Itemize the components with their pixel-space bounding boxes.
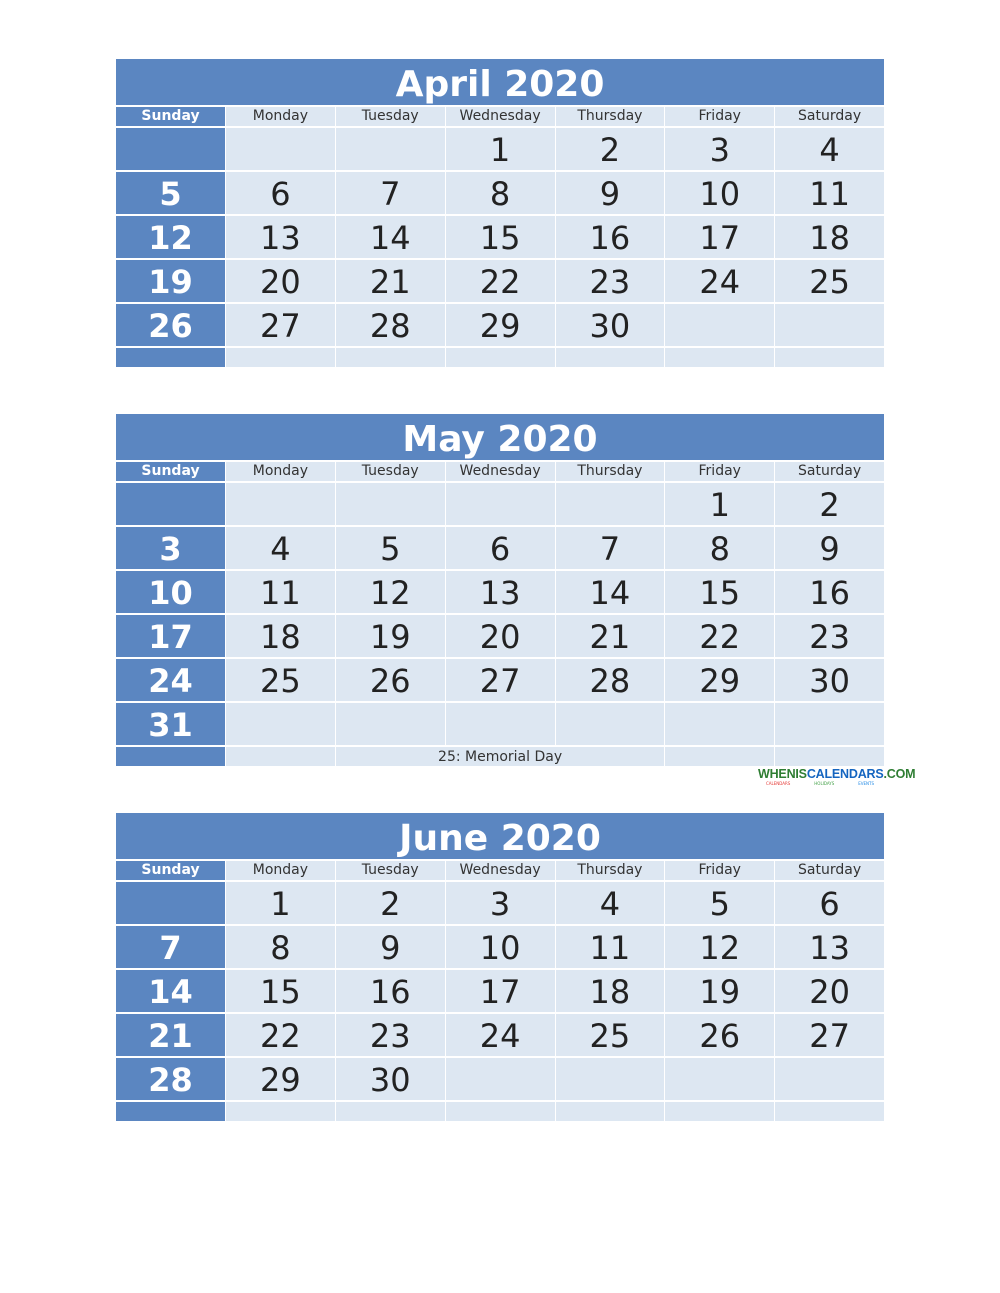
month-title: April 2020 — [116, 59, 884, 107]
weekday-thursday: Thursday — [556, 107, 665, 126]
calendar-may-2020 — [116, 414, 884, 766]
footer-cell — [226, 348, 335, 367]
weekday-monday: Monday — [226, 861, 335, 880]
day-cell: 23 — [336, 1014, 445, 1056]
day-cell: 9 — [336, 926, 445, 968]
empty-day-cell — [226, 483, 335, 525]
day-cell: 13 — [775, 926, 884, 968]
day-cell: 10 — [446, 926, 555, 968]
day-cell: 22 — [226, 1014, 335, 1056]
month-title: May 2020 — [116, 414, 884, 462]
day-cell: 15 — [446, 216, 555, 258]
empty-day-cell — [116, 483, 225, 525]
day-cell: 11 — [226, 571, 335, 613]
footer-cell — [665, 348, 774, 367]
empty-day-cell — [775, 304, 884, 346]
day-cell: 30 — [775, 659, 884, 701]
day-cell: 12 — [116, 216, 225, 258]
footer-cell — [775, 348, 884, 367]
day-cell: 26 — [336, 659, 445, 701]
weekday-monday: Monday — [226, 107, 335, 126]
empty-day-cell — [226, 703, 335, 745]
day-cell: 29 — [446, 304, 555, 346]
day-cell: 30 — [336, 1058, 445, 1100]
day-cell: 21 — [556, 615, 665, 657]
day-cell: 25 — [226, 659, 335, 701]
day-cell: 3 — [446, 882, 555, 924]
day-cell: 17 — [665, 216, 774, 258]
calendar-april-2020 — [116, 59, 884, 367]
weekday-wednesday: Wednesday — [446, 861, 555, 880]
day-cell: 12 — [336, 571, 445, 613]
day-cell: 27 — [446, 659, 555, 701]
empty-day-cell — [665, 1058, 774, 1100]
day-cell: 7 — [336, 172, 445, 214]
day-cell: 13 — [226, 216, 335, 258]
day-cell: 12 — [665, 926, 774, 968]
day-cell: 18 — [556, 970, 665, 1012]
day-cell: 8 — [226, 926, 335, 968]
day-cell: 15 — [665, 571, 774, 613]
calendar-grid — [116, 462, 884, 766]
day-cell: 26 — [116, 304, 225, 346]
day-cell: 27 — [226, 304, 335, 346]
day-cell: 17 — [116, 615, 225, 657]
day-cell: 13 — [446, 571, 555, 613]
day-cell: 14 — [336, 216, 445, 258]
logo-tagline: CALENDARS HOLIDAYS EVENTS — [766, 781, 874, 786]
day-cell: 8 — [446, 172, 555, 214]
day-cell: 18 — [775, 216, 884, 258]
weekday-sunday: Sunday — [116, 462, 225, 481]
footer-cell — [226, 1102, 335, 1121]
day-cell: 31 — [116, 703, 225, 745]
empty-day-cell — [665, 703, 774, 745]
day-cell: 14 — [116, 970, 225, 1012]
day-cell: 23 — [775, 615, 884, 657]
day-cell: 16 — [775, 571, 884, 613]
empty-day-cell — [336, 483, 445, 525]
footer-cell — [336, 348, 445, 367]
day-cell: 20 — [446, 615, 555, 657]
day-cell: 11 — [556, 926, 665, 968]
day-cell: 5 — [665, 882, 774, 924]
empty-day-cell — [665, 304, 774, 346]
day-cell: 30 — [556, 304, 665, 346]
day-cell: 11 — [775, 172, 884, 214]
day-cell: 21 — [336, 260, 445, 302]
weekday-tuesday: Tuesday — [336, 462, 445, 481]
day-cell: 6 — [226, 172, 335, 214]
day-cell: 16 — [336, 970, 445, 1012]
day-cell: 29 — [226, 1058, 335, 1100]
day-cell: 19 — [116, 260, 225, 302]
day-cell: 22 — [665, 615, 774, 657]
footer-cell — [775, 747, 884, 766]
footer-cell — [226, 747, 335, 766]
empty-day-cell — [775, 703, 884, 745]
footer-cell — [665, 1102, 774, 1121]
empty-day-cell — [446, 483, 555, 525]
day-cell: 28 — [336, 304, 445, 346]
day-cell: 14 — [556, 571, 665, 613]
day-cell: 20 — [226, 260, 335, 302]
day-cell: 10 — [116, 571, 225, 613]
empty-day-cell — [226, 128, 335, 170]
footer-cell — [775, 1102, 884, 1121]
day-cell: 2 — [775, 483, 884, 525]
empty-day-cell — [116, 882, 225, 924]
day-cell: 24 — [116, 659, 225, 701]
day-cell: 19 — [665, 970, 774, 1012]
footer-cell — [116, 747, 225, 766]
empty-day-cell — [556, 483, 665, 525]
calendar-grid — [116, 107, 884, 367]
day-cell: 4 — [556, 882, 665, 924]
footer-cell — [556, 348, 665, 367]
weekday-tuesday: Tuesday — [336, 861, 445, 880]
day-cell: 3 — [665, 128, 774, 170]
footer-cell — [556, 1102, 665, 1121]
day-cell: 8 — [665, 527, 774, 569]
day-cell: 6 — [446, 527, 555, 569]
weekday-saturday: Saturday — [775, 107, 884, 126]
day-cell: 9 — [775, 527, 884, 569]
month-title: June 2020 — [116, 813, 884, 861]
day-cell: 1 — [665, 483, 774, 525]
day-cell: 7 — [556, 527, 665, 569]
weekday-wednesday: Wednesday — [446, 107, 555, 126]
weekday-monday: Monday — [226, 462, 335, 481]
day-cell: 16 — [556, 216, 665, 258]
footer-cell — [665, 747, 774, 766]
calendar-june-2020 — [116, 813, 884, 1121]
footer-cell — [336, 1102, 445, 1121]
day-cell: 4 — [226, 527, 335, 569]
day-cell: 1 — [446, 128, 555, 170]
day-cell: 20 — [775, 970, 884, 1012]
weekday-thursday: Thursday — [556, 462, 665, 481]
day-cell: 17 — [446, 970, 555, 1012]
day-cell: 1 — [226, 882, 335, 924]
day-cell: 5 — [116, 172, 225, 214]
weekday-friday: Friday — [665, 861, 774, 880]
weekday-sunday: Sunday — [116, 107, 225, 126]
day-cell: 7 — [116, 926, 225, 968]
calendar-grid — [116, 861, 884, 1121]
day-cell: 23 — [556, 260, 665, 302]
day-cell: 21 — [116, 1014, 225, 1056]
day-cell: 15 — [226, 970, 335, 1012]
day-cell: 29 — [665, 659, 774, 701]
empty-day-cell — [556, 1058, 665, 1100]
footer-cell — [116, 1102, 225, 1121]
weekday-friday: Friday — [665, 107, 774, 126]
day-cell: 2 — [336, 882, 445, 924]
day-cell: 6 — [775, 882, 884, 924]
day-cell: 22 — [446, 260, 555, 302]
empty-day-cell — [336, 128, 445, 170]
weekday-saturday: Saturday — [775, 861, 884, 880]
day-cell: 19 — [336, 615, 445, 657]
day-cell: 24 — [665, 260, 774, 302]
day-cell: 18 — [226, 615, 335, 657]
weekday-thursday: Thursday — [556, 861, 665, 880]
weekday-tuesday: Tuesday — [336, 107, 445, 126]
day-cell: 10 — [665, 172, 774, 214]
day-cell: 28 — [116, 1058, 225, 1100]
footer-cell — [116, 348, 225, 367]
logo-wordmark: WHENISCALENDARS.COM — [758, 767, 916, 781]
weekday-saturday: Saturday — [775, 462, 884, 481]
weekday-friday: Friday — [665, 462, 774, 481]
empty-day-cell — [336, 703, 445, 745]
empty-day-cell — [775, 1058, 884, 1100]
day-cell: 2 — [556, 128, 665, 170]
day-cell: 5 — [336, 527, 445, 569]
weekday-wednesday: Wednesday — [446, 462, 555, 481]
day-cell: 27 — [775, 1014, 884, 1056]
day-cell: 26 — [665, 1014, 774, 1056]
day-cell: 25 — [556, 1014, 665, 1056]
day-cell: 4 — [775, 128, 884, 170]
day-cell: 24 — [446, 1014, 555, 1056]
footer-cell — [446, 1102, 555, 1121]
day-cell: 3 — [116, 527, 225, 569]
site-logo — [758, 767, 916, 789]
weekday-sunday: Sunday — [116, 861, 225, 880]
holiday-note: 25: Memorial Day — [336, 747, 665, 766]
day-cell: 28 — [556, 659, 665, 701]
empty-day-cell — [446, 1058, 555, 1100]
empty-day-cell — [556, 703, 665, 745]
empty-day-cell — [446, 703, 555, 745]
day-cell: 9 — [556, 172, 665, 214]
empty-day-cell — [116, 128, 225, 170]
footer-cell — [446, 348, 555, 367]
day-cell: 25 — [775, 260, 884, 302]
